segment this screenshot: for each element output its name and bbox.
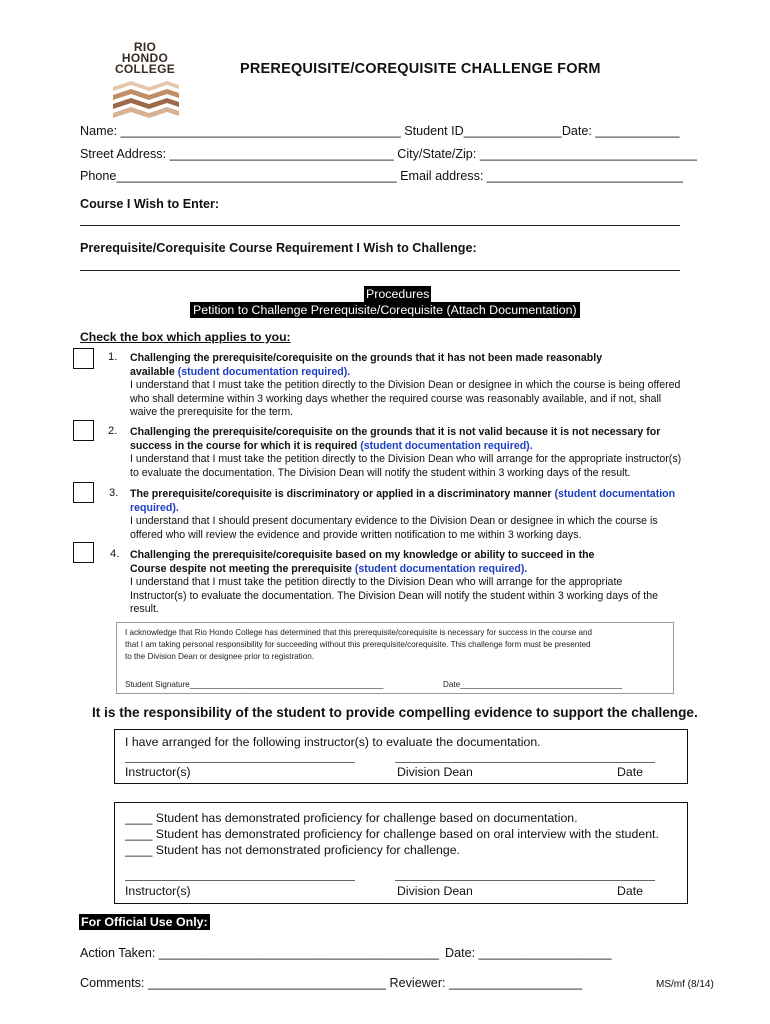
item-1-body-2: who shall determine within 3 working days whether the required course was reasonably available, and if not, shall xyxy=(130,392,662,405)
official-use-heading: For Official Use Only: xyxy=(81,915,208,929)
dean-signature-line-2[interactable] xyxy=(395,880,655,881)
item-2 xyxy=(130,425,730,480)
item-3-body-1: I understand that I should present documentary evidence to the Division Dean or designee in which the course is xyxy=(130,515,658,527)
course-challenge-line[interactable] xyxy=(80,270,680,271)
acknowledgement-box xyxy=(116,622,674,694)
ack-line-2: that I am taking personal responsibility for succeeding without this prerequisite/corequisite. This challenge form must be presented xyxy=(125,640,591,649)
logo-waves-icon xyxy=(109,79,181,125)
instructor-signature-line-2[interactable] xyxy=(125,880,355,881)
student-signature-line[interactable]: Student Signature___________________________________________ xyxy=(125,680,384,689)
responsibility-statement: It is the responsibility of the student to provide compelling evidence to support the challenge. xyxy=(92,705,698,720)
item-2-doc-note: (student documentation required). xyxy=(360,440,533,452)
action-taken-line[interactable]: Action Taken: ________________________________________ xyxy=(80,946,440,960)
item-3 xyxy=(130,487,730,542)
arrangement-text: I have arranged for the following instructor(s) to evaluate the documentation. xyxy=(125,735,541,749)
item-1 xyxy=(130,351,730,420)
item-2-body-1: I understand that I must take the petition directly to the Division Dean who will arrange for the appropriate instructor(s) xyxy=(130,453,682,465)
item-4-title-cont: Course despite not meeting the prerequisite xyxy=(130,563,352,575)
name-field-line[interactable]: Name: ________________________________________ Student ID______________Date: ____________ xyxy=(80,124,680,138)
item-3-doc-note: (student documentation xyxy=(554,488,676,500)
check-instruction: Check the box which applies to you: xyxy=(80,330,291,344)
item-2-title-cont: success in the course for which it is required xyxy=(130,440,358,452)
item-1-number: 1. xyxy=(108,351,118,363)
proficiency-option-1[interactable]: ____ Student has demonstrated proficiency for challenge based on documentation. xyxy=(125,811,578,825)
form-title: PREREQUISITE/COREQUISITE CHALLENGE FORM xyxy=(240,61,601,77)
item-2-number: 2. xyxy=(108,425,118,437)
dean-label-2: Division Dean xyxy=(397,884,473,898)
checkbox-item-4[interactable] xyxy=(73,542,94,563)
item-1-body-3: waive the prerequisite for the term. xyxy=(130,406,294,418)
course-enter-label: Course I Wish to Enter: xyxy=(80,197,220,211)
instructor-label: Instructor(s) xyxy=(125,765,191,779)
course-enter-line[interactable] xyxy=(80,225,680,226)
instructor-arrangement-box xyxy=(114,729,688,784)
checkbox-item-3[interactable] xyxy=(73,482,94,503)
dean-label: Division Dean xyxy=(397,765,473,779)
signature-date-line[interactable]: Date____________________________________ xyxy=(443,680,623,689)
logo-text: RIO HONDO COLLEGE xyxy=(114,40,176,76)
date-label: Date xyxy=(617,765,643,779)
date-label-2: Date xyxy=(617,884,643,898)
item-1-body-1: I understand that I must take the petition directly to the Division Dean or designee in which the course is being offered xyxy=(130,379,681,391)
item-4-title: Challenging the prerequisite/corequisite based on my knowledge or ability to succeed in the xyxy=(130,549,595,561)
item-4-body-1: I understand that I must take the petition directly to the Division Dean who will arrange for the appropriate xyxy=(130,576,623,588)
item-2-body-2: to evaluate the documentation. The Division Dean will notify the student within 3 working days of the result. xyxy=(130,466,631,479)
item-1-doc-note: (student documentation required). xyxy=(177,366,351,378)
proficiency-option-2[interactable]: ____ Student has demonstrated proficiency for challenge based on oral interview with the student. xyxy=(125,827,659,841)
item-4-doc-note: (student documentation required). xyxy=(354,563,528,575)
college-logo xyxy=(109,42,181,125)
instructor-signature-line[interactable] xyxy=(125,762,355,763)
form-code: MS/mf (8/14) xyxy=(656,979,714,990)
address-field-line[interactable]: Street Address: ________________________________ City/State/Zip: _______________________________ xyxy=(80,147,697,161)
item-3-body-2: offered who will review the evidence and provide written notification to me within 3 working days. xyxy=(130,528,582,541)
item-1-title-cont: available xyxy=(130,366,175,378)
item-3-title: The prerequisite/corequisite is discriminatory or applied in a discriminatory manner xyxy=(130,488,552,500)
item-4-body-3: result. xyxy=(130,603,159,615)
comments-reviewer-line[interactable]: Comments: __________________________________ Reviewer: ___________________ xyxy=(80,976,583,990)
checkbox-item-2[interactable] xyxy=(73,420,94,441)
proficiency-option-3[interactable]: ____ Student has not demonstrated proficiency for challenge. xyxy=(125,843,460,857)
ack-line-1: I acknowledge that Rio Hondo College has determined that this prerequisite/corequisite is necessary for success in the course and xyxy=(125,628,592,637)
item-1-title: Challenging the prerequisite/corequisite on the grounds that it has not been made reasonably xyxy=(130,352,603,364)
action-date-line[interactable]: Date: ___________________ xyxy=(445,946,612,960)
item-4 xyxy=(130,548,730,617)
phone-field-line[interactable]: Phone________________________________________ Email address: ____________________________ xyxy=(80,169,683,183)
item-4-body-2: Instructor(s) to evaluate the documentation. The Division Dean will notify the student within 3 working days of the xyxy=(130,589,659,602)
item-4-number: 4. xyxy=(110,548,120,560)
ack-line-3: to the Division Dean or designee prior to registration. xyxy=(125,652,314,661)
dean-signature-line[interactable] xyxy=(395,762,655,763)
proficiency-box xyxy=(114,802,688,904)
item-2-title: Challenging the prerequisite/corequisite on the grounds that it is not valid because it is not necessary for xyxy=(130,426,661,438)
instructor-label-2: Instructor(s) xyxy=(125,884,191,898)
checkbox-item-1[interactable] xyxy=(73,348,94,369)
procedures-subheading: Petition to Challenge Prerequisite/Corequisite (Attach Documentation) xyxy=(190,302,580,318)
item-3-number: 3. xyxy=(109,487,119,499)
procedures-heading: Procedures xyxy=(366,287,430,301)
item-3-doc-note-cont: required). xyxy=(130,502,179,514)
course-challenge-label: Prerequisite/Corequisite Course Requirement I Wish to Challenge: xyxy=(80,241,477,255)
